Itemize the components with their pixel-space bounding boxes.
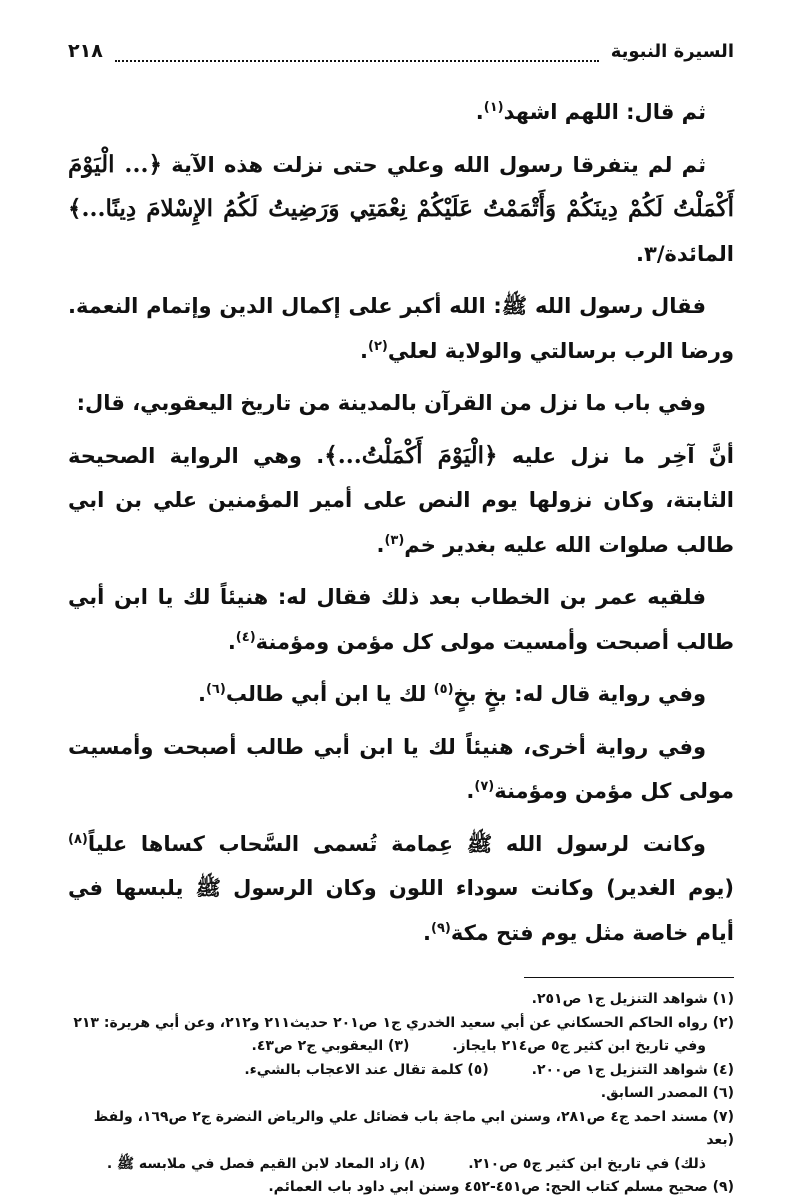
- footnote: (٤) شواهد التنزيل ج١ ص٢٠٠. (٥) كلمة تقال عند الاعجاب بالشيء.: [244, 1061, 734, 1078]
- paragraph: وفي باب ما نزل من القرآن بالمدينة من تاريخ اليعقوبي، قال:: [76, 391, 706, 415]
- paragraph: ثم لم يتفرقا رسول الله وعلي حتى نزلت هذه الآية ﴿... الْيَوْمَ أَكْمَلْتُ لَكُمْ دِينَكُمْ وَأَتْمَمْتُ عَلَيْكُمْ نِعْمَتِي وَرَضِيتُ لَكُمُ الإِسْلامَ دِينًا...﴾ المائدة/٣.: [68, 150, 734, 266]
- footnote: (٥) كلمة تقال عند الاعجاب بالشيء.: [244, 1061, 489, 1078]
- dotted-leader: [115, 46, 599, 62]
- footnote-ref[interactable]: (٢): [368, 338, 388, 354]
- page-number: ٢١٨: [68, 40, 103, 62]
- paragraph: أنَّ آخِر ما نزل عليه ﴿الْيَوْمَ أَكْمَلْتُ...﴾. وهي الرواية الصحيحة الثابتة، وكان نزولها يوم النص على أمير المؤمنين علي بن ابي طالب صلوات الله عليه بغدير خم$^{(٣)}$.: [68, 441, 735, 557]
- footnote: (٢) رواه الحاكم الحسكاني عن أبي سعيد الخدري ج١ ص٢٠١ حديث٢١١ و٢١٢، وعن أبي هريرة: ٢١٣: [73, 1014, 734, 1031]
- footnote-ref[interactable]: (٦): [205, 682, 226, 697]
- footnote-ref[interactable]: (٥): [433, 682, 454, 697]
- quran-quote: ﴿الْيَوْمَ أَكْمَلْتُ...﴾: [324, 441, 498, 469]
- footnote-ref[interactable]: (٨): [68, 831, 88, 847]
- paragraph: وكانت لرسول الله ﷺ عِمامة تُسمى السَّحاب كساها علياً$^{(٨)}$ (يوم الغدير) وكانت سوداء اللون وكان الرسول ﷺ يلبسها في أيام خاصة مثل يوم فتح مكة$^{(٩)}$.: [68, 831, 734, 945]
- footnote-divider: [524, 977, 734, 978]
- footnote: (٦) المصدر السابق.: [600, 1085, 734, 1101]
- running-header: [68, 40, 734, 68]
- footnote-ref[interactable]: (٣): [384, 532, 405, 548]
- paragraph: ثم قال: اللهم اشهد$^{(١)}$.: [475, 100, 706, 124]
- paragraph: فلقيه عمر بن الخطاب بعد ذلك فقال له: هنيئاً لك يا ابن أبي طالب أصبحت وأمسيت مولى كل مؤمن ومؤمنة$^{(٤)}$.: [68, 585, 734, 654]
- running-title: السيرة النبوية: [610, 41, 734, 62]
- footnotes: [68, 988, 734, 1200]
- footnote: ذلك) في تاريخ ابن كثير ج٥ ص٢١٠. (٨) زاد المعاد لابن القيم فصل في ملابسه ﷺ .: [106, 1155, 706, 1172]
- footnote: (٣) اليعقوبي ج٢ ص٤٣.: [251, 1038, 410, 1054]
- footnote-ref[interactable]: (٤): [235, 629, 256, 645]
- footnote-ref[interactable]: (٩): [431, 920, 451, 936]
- footnote: (٨) زاد المعاد لابن القيم فصل في ملابسه ﷺ .: [106, 1155, 426, 1172]
- paragraph: وفي رواية قال له: بخٍ بخٍ$^{(٥)}$ لك يا ابن أبي طالب$^{(٦)}$.: [197, 682, 706, 706]
- footnote: وفي تاريخ ابن كثير ج٥ ص٢١٤ بايجاز. (٣) اليعقوبي ج٢ ص٤٣.: [251, 1038, 706, 1054]
- footnote: (٩) صحيح مسلم كتاب الحج: ص٤٥١-٤٥٢ وسنن ابي داود باب العمائم.: [268, 1179, 734, 1195]
- footnote: (٧) مسند احمد ج٤ ص٢٨١، وسنن ابي ماجة باب فضائل علي والرياض النضرة ج٢ ص١٦٩، ولفظ (بعد: [93, 1108, 734, 1148]
- paragraph: فقال رسول الله ﷺ: الله أكبر على إكمال الدين وإتمام النعمة. ورضا الرب برسالتي والولاية لعلي$^{(٢)}$.: [68, 294, 734, 363]
- main-text: [68, 90, 734, 955]
- footnote-ref[interactable]: (١): [483, 100, 504, 115]
- quran-quote: ﴿... الْيَوْمَ أَكْمَلْتُ لَكُمْ دِينَكُمْ وَأَتْمَمْتُ عَلَيْكُمْ نِعْمَتِي وَرَضِيتُ لَكُمُ الإِسْلامَ دِينًا...﴾: [68, 150, 734, 222]
- footnote-ref[interactable]: (٧): [474, 779, 495, 794]
- footnote: (١) شواهد التنزيل ج١ ص٢٥١.: [531, 991, 734, 1007]
- paragraph: وفي رواية أخرى، هنيئاً لك يا ابن أبي طالب أصبحت وأمسيت مولى كل مؤمن ومؤمنة$^{(٧)}$.: [68, 734, 734, 803]
- book-page: [68, 40, 734, 1200]
